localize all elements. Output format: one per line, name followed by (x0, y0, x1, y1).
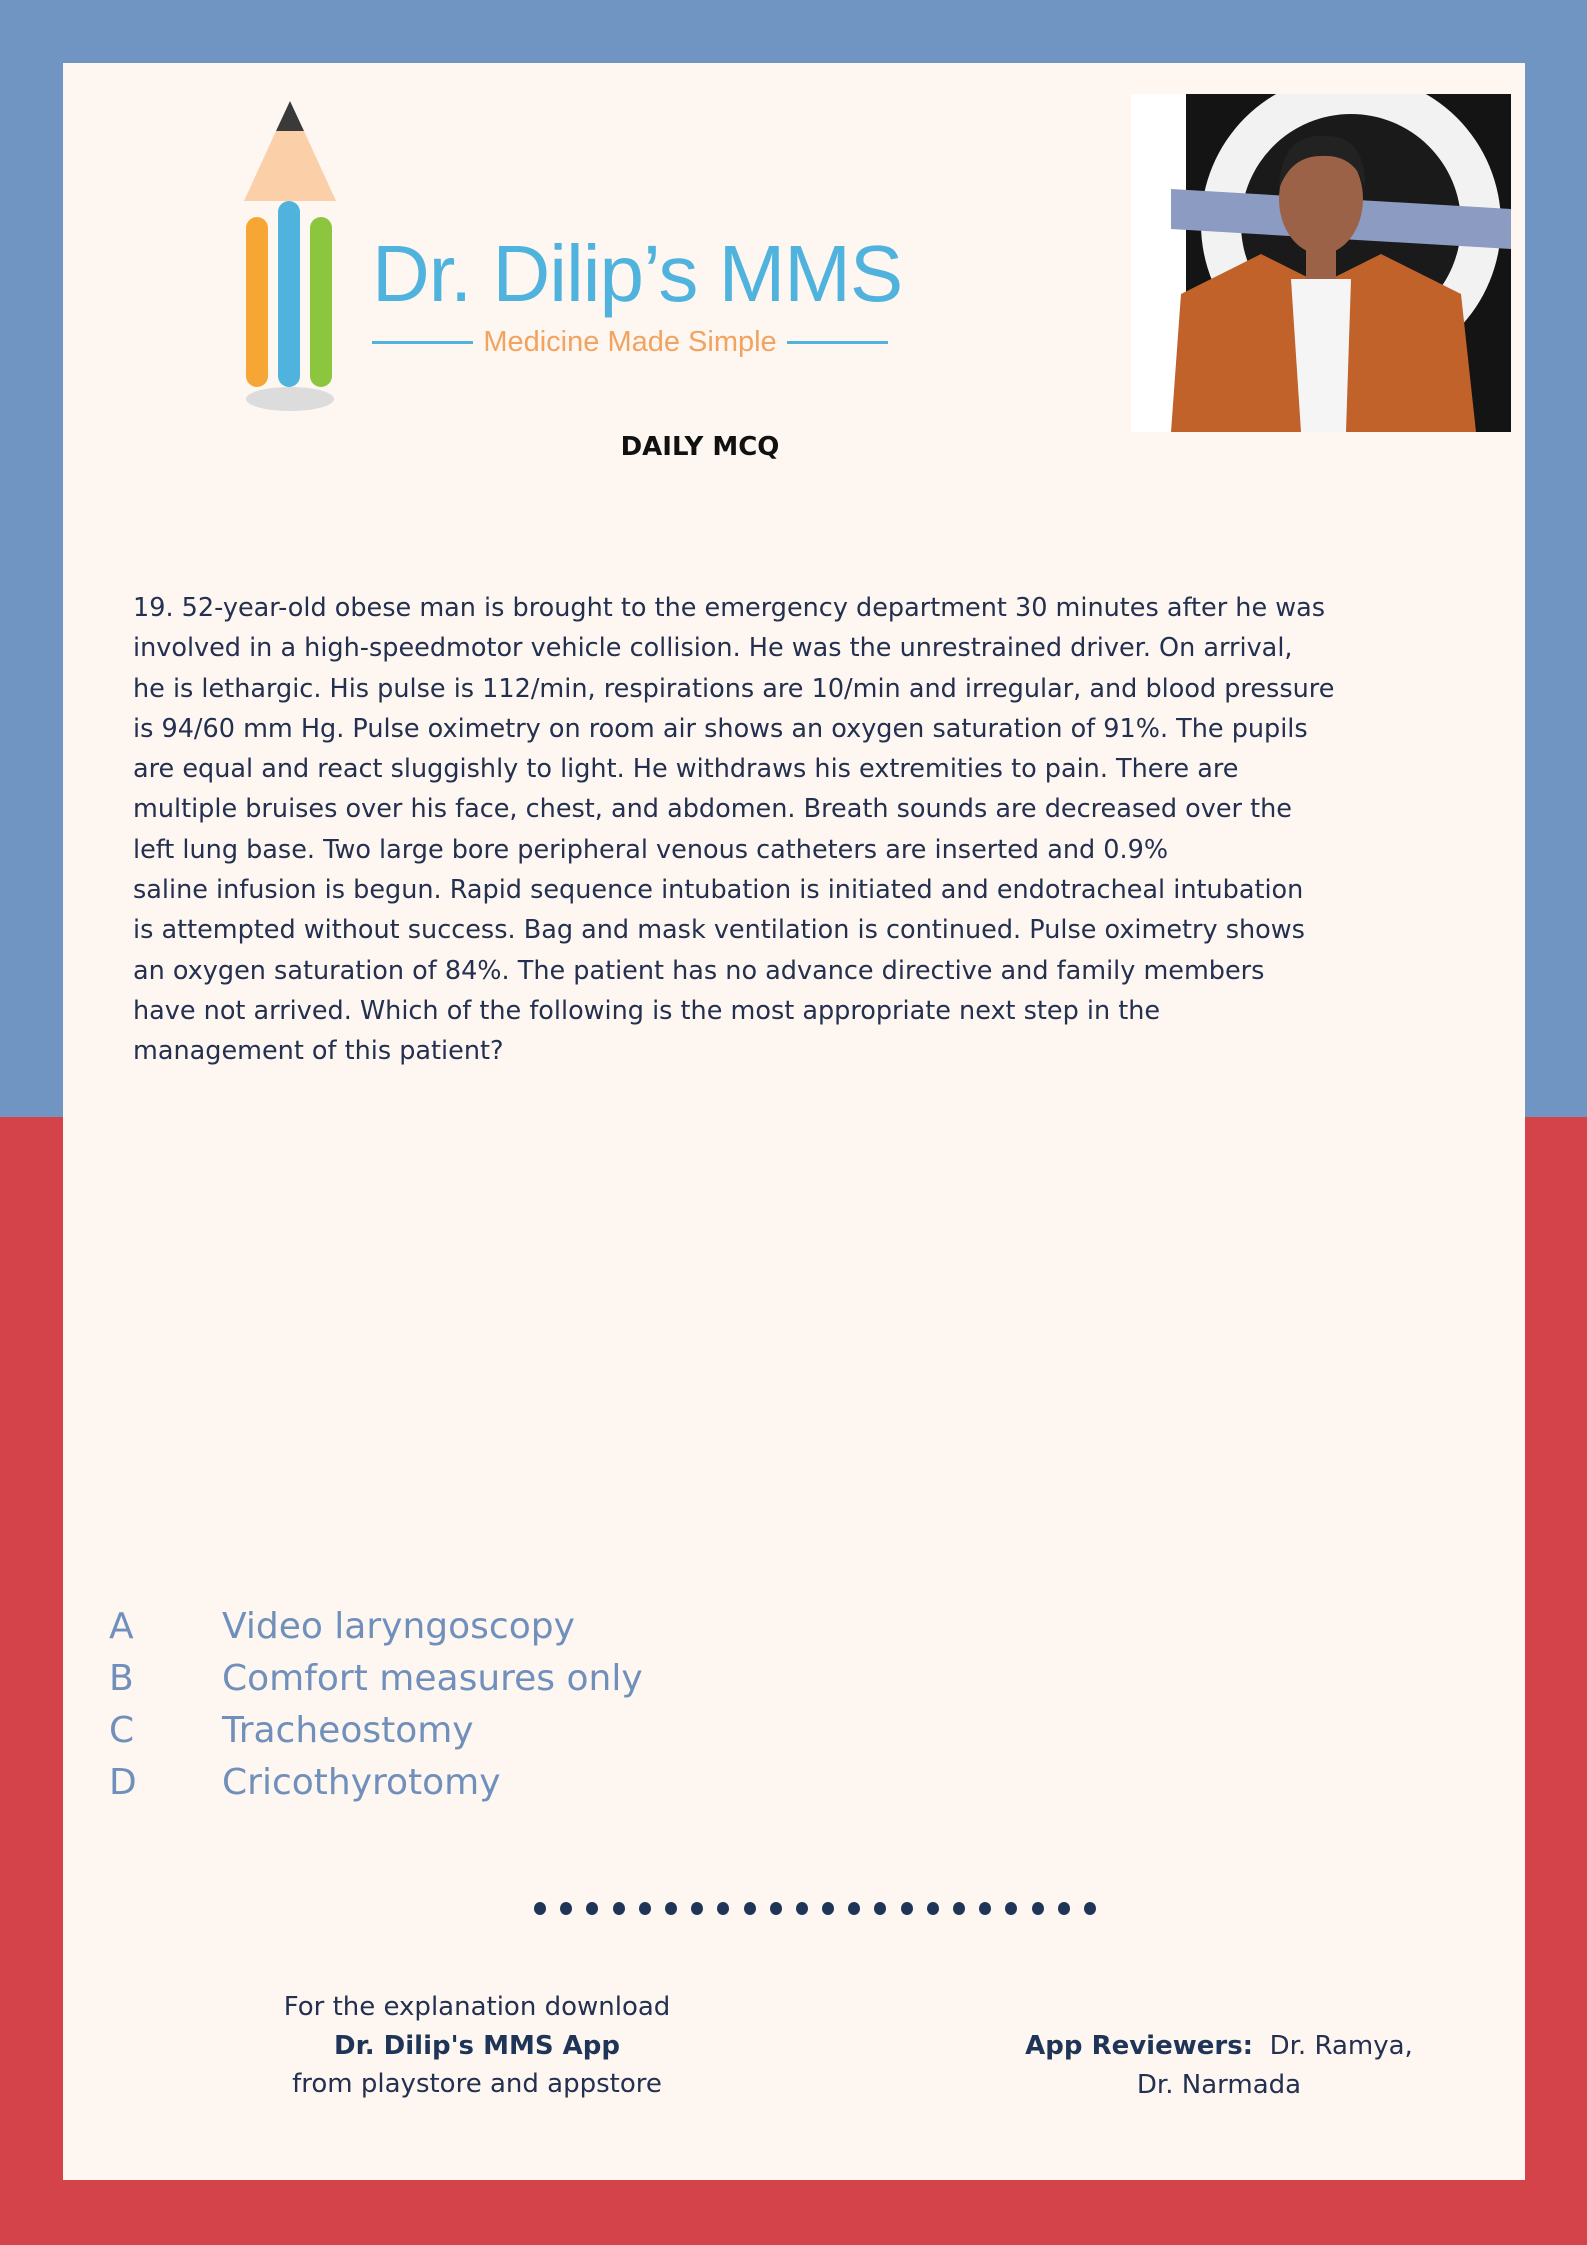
question-line: is 94/60 mm Hg. Pulse oximetry on room air shows an oxygen saturation of 91%. The pupils (133, 713, 1308, 744)
footer-text: from playstore and appstore (292, 2069, 662, 2099)
divider-dot (534, 1902, 546, 1915)
option-letter: B (109, 1658, 134, 1699)
option-text: Tracheostomy (222, 1710, 474, 1751)
option-letter: A (109, 1606, 134, 1647)
divider-dot (1058, 1902, 1070, 1915)
footer-reviewers (969, 2027, 1469, 2104)
pencil-logo-icon (240, 97, 340, 415)
reviewer-name: Dr. Narmada (1136, 2069, 1302, 2100)
question-line: he is lethargic. His pulse is 112/min, respirations are 10/min and irregular, and blood pressure (133, 673, 1335, 704)
divider-dot (744, 1902, 756, 1915)
logo-tagline (372, 326, 888, 359)
divider-dot (901, 1902, 913, 1915)
dotted-divider (534, 1902, 1096, 1915)
reviewer-name: Dr. Ramya, (1269, 2031, 1413, 2061)
option-letter: D (109, 1762, 137, 1803)
app-name: Dr. Dilip's MMS App (334, 2030, 620, 2061)
reviewers-label: App Reviewers: (1025, 2031, 1254, 2061)
option-text: Cricothyrotomy (222, 1762, 501, 1803)
divider-dot (717, 1902, 729, 1915)
divider-dot (953, 1902, 965, 1915)
question-line: have not arrived. Which of the following is the most appropriate next step in the (133, 995, 1161, 1026)
logo-title: Dr. Dilip’s MMS (372, 229, 903, 318)
question-line: an oxygen saturation of 84%. The patient has no advance directive and family members (133, 955, 1265, 986)
option-c[interactable] (109, 1710, 474, 1751)
divider-dot (560, 1902, 572, 1915)
footer-download-info (227, 1988, 727, 2104)
option-letter: C (109, 1710, 135, 1751)
question-line: multiple bruises over his face, chest, and abdomen. Breath sounds are decreased over the (133, 794, 1292, 825)
question-line: involved in a high-speedmotor vehicle collision. He was the unrestrained driver. On arrival, (133, 633, 1293, 664)
portrait-image (1131, 94, 1511, 432)
divider-dot (979, 1902, 991, 1915)
divider-dot (874, 1902, 886, 1915)
divider-dot (822, 1902, 834, 1915)
footer-text: For the explanation download (283, 1992, 671, 2022)
question-line: management of this patient? (133, 1036, 504, 1067)
divider-dot (691, 1902, 703, 1915)
question-text (133, 588, 1473, 1072)
question-line: is attempted without success. Bag and mask ventilation is continued. Pulse oximetry shows (133, 915, 1305, 946)
tagline-text: Medicine Made Simple (483, 326, 777, 358)
question-line: 19. 52-year-old obese man is brought to the emergency department 30 minutes after he was (133, 593, 1326, 623)
divider-dot (927, 1902, 939, 1915)
divider-dot (848, 1902, 860, 1915)
divider-dot (1032, 1902, 1044, 1915)
divider-dot (613, 1902, 625, 1915)
divider-dot (639, 1902, 651, 1915)
divider-dot (586, 1902, 598, 1915)
question-line: left lung base. Two large bore peripheral venous catheters are inserted and 0.9% (133, 834, 1169, 865)
divider-dot (770, 1902, 782, 1915)
option-text: Video laryngoscopy (222, 1606, 575, 1647)
option-text: Comfort measures only (222, 1658, 643, 1699)
option-b[interactable] (109, 1658, 643, 1699)
option-a[interactable] (109, 1606, 575, 1647)
option-d[interactable] (109, 1762, 501, 1803)
divider-dot (1005, 1902, 1017, 1915)
divider-dot (1084, 1902, 1096, 1915)
divider-dot (665, 1902, 677, 1915)
author-photo (1131, 94, 1511, 432)
question-line: saline infusion is begun. Rapid sequence intubation is initiated and endotracheal intubation (133, 875, 1304, 906)
question-line: are equal and react sluggishly to light. He withdraws his extremities to pain. There are (133, 754, 1239, 785)
divider-dot (796, 1902, 808, 1915)
page-title: DAILY MCQ (620, 432, 780, 462)
